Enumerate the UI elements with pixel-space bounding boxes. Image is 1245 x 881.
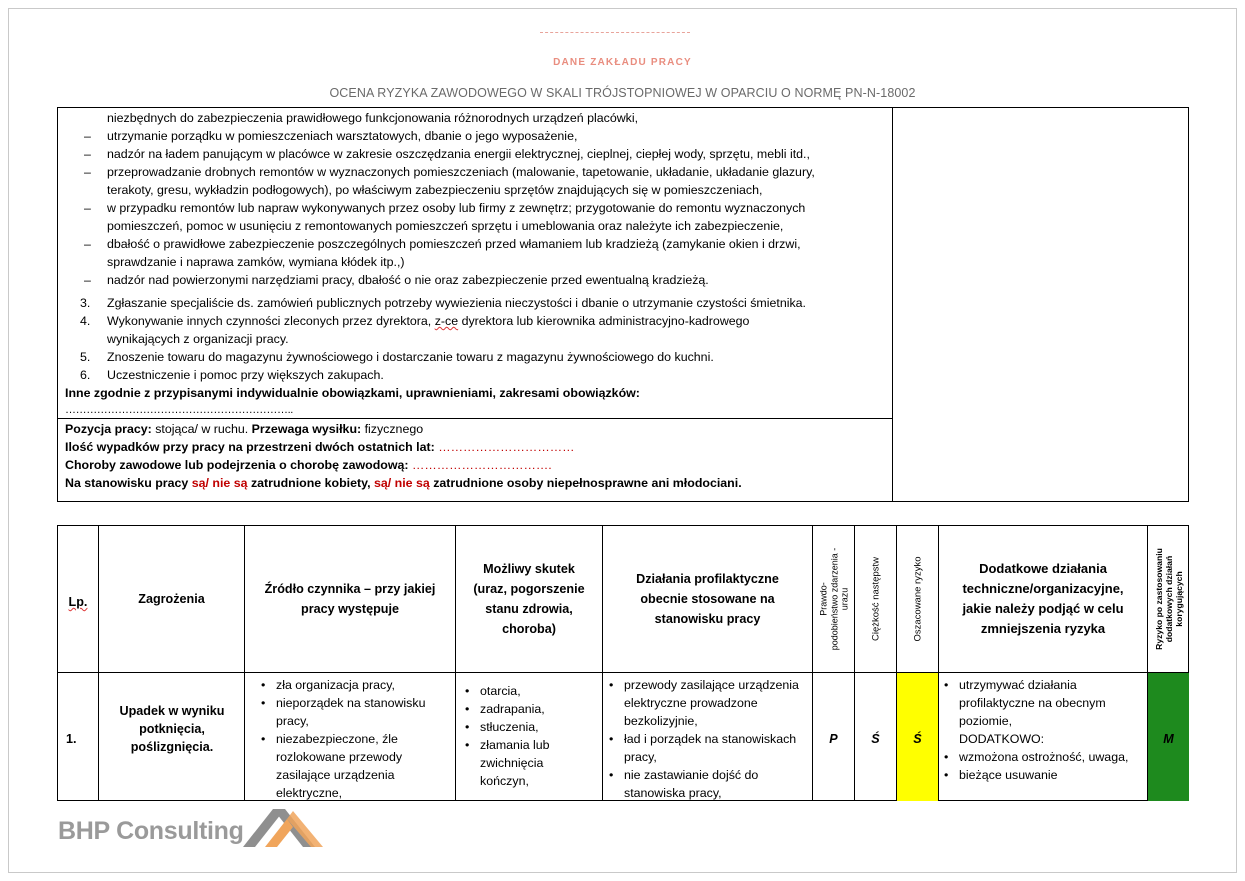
duty-dash-item: przeprowadzanie drobnych remontów w wyznaczonych pomieszczeniach (malowanie, tapetowanie, układanie, układanie glazury,: [107, 165, 815, 179]
dash-bullet: –: [84, 201, 91, 215]
accidents-count: Ilość wypadków przy pracy na przestrzeni dwóch ostatnich lat: ……………………………: [65, 440, 575, 454]
header-lp: Lp.: [68, 595, 88, 609]
logo-mark-icon: [243, 805, 328, 850]
header-effect: Możliwy skutek (uraz, pogorszenie stanu zdrowia, choroba): [473, 562, 585, 636]
duty-dash-item: pomieszczeń, pomoc w usunięciu z remontowanych pomieszczeń sprzętu i umeblowania oraz należyte ich zabezpieczenie,: [107, 219, 784, 233]
list-item: • stłuczenia,: [462, 718, 592, 736]
header-divider: [540, 32, 690, 33]
list-item: • ład i porządek na stanowiskach pracy,: [606, 730, 806, 766]
duty-item-3: Zgłaszanie specjaliście ds. zamówień publicznych potrzeby wywiezienia nieczystości i dbanie o utrzymanie czystości śmietnika.: [107, 296, 806, 310]
duty-dash-item: dbałość o prawidłowe zabezpieczenie poszczególnych pomieszczeń przed włamaniem lub kradzieżą (zamykanie okien i drzwi,: [107, 237, 801, 251]
logo-text: BHP Consulting: [58, 817, 244, 845]
row-number: 1.: [66, 732, 77, 746]
list-item: • nie zastawianie dojść do stanowiska pracy,: [606, 766, 806, 802]
header-hazards: Zagrożenia: [138, 592, 205, 606]
dash-bullet: –: [84, 147, 91, 161]
hazard-name: Upadek w wyniku potknięcia, poślizgnięcia.: [119, 704, 225, 754]
dash-bullet: –: [84, 165, 91, 179]
risk-value: Ś: [913, 732, 922, 746]
duty-dash-item: utrzymanie porządku w pomieszczeniach warsztatowych, dbanie o jego wyposażenie,: [107, 129, 578, 143]
probability-value: P: [829, 732, 838, 746]
list-item: • otarcia,: [462, 682, 592, 700]
duty-dash-item: sprawdzanie i naprawa zamków, wymiana kłódek itp.,): [107, 255, 405, 269]
additional-action: • utrzymywać działania profilaktyczne na obecnym poziomie,: [941, 676, 1145, 730]
duty-number: 6.: [80, 368, 91, 382]
duty-item-6: Uczestniczenie i pomoc przy większych zakupach.: [107, 368, 384, 382]
dash-bullet: –: [84, 237, 91, 251]
additional-action: • wzmożona ostrożność, uwaga,: [941, 748, 1145, 766]
list-item: • złamania lub zwichnięcia kończyn,: [462, 736, 592, 790]
work-position: Pozycja pracy: stojąca/ w ruchu. Przewaga wysiłku: fizycznego: [65, 422, 424, 436]
other-duties-dots: ………………………………………………………..: [65, 404, 293, 416]
list-item: • niezabezpieczone, źle rozlokowane przewody zasilające urządzenia elektryczne,: [258, 730, 450, 802]
list-item: • zła organizacja pracy,: [258, 676, 450, 694]
dash-bullet: –: [84, 273, 91, 287]
other-duties-label: Inne zgodnie z przypisanymi indywidualnie obowiązkami, uprawnieniami, zakresami obowiązków:: [65, 386, 640, 400]
header-source: Źródło czynnika – przy jakiej pracy występuje: [264, 582, 436, 616]
header-prevention: Działania profilaktyczne obecnie stosowane na stanowisku pracy: [636, 572, 779, 626]
duty-item-4-cont: wynikających z organizacji pracy.: [107, 332, 289, 346]
additional-actions-list: [941, 676, 1145, 730]
occupational-diseases: Choroby zawodowe lub podejrzenia o chorobę zawodową: …………………………….: [65, 458, 552, 472]
dash-bullet: –: [84, 129, 91, 143]
duties-box-divider: [892, 108, 893, 501]
duty-dash-item: terakoty, gresu, wykładzin podłogowych), po właściwym zabezpieczeniu sprzętów znajdujących się w pomieszczeniach,: [107, 183, 763, 197]
residual-risk-value: M: [1163, 732, 1174, 746]
duty-dash-item: nadzór nad powierzonymi narzędziami pracy, dbałość o nie oraz zabezpieczenie przed ewentualną kradzieżą.: [107, 273, 709, 287]
prevention-list: [606, 676, 806, 802]
bhp-consulting-logo: [58, 805, 358, 855]
duty-number: 3.: [80, 296, 91, 310]
additional-actions-list-2: [941, 748, 1145, 784]
list-item: • nieporządek na stanowisku pracy,: [258, 694, 450, 730]
duty-item-4: Wykonywanie innych czynności zleconych przez dyrektora, z-ce dyrektora lub kierownika administracyjno-kadrowego: [107, 314, 750, 328]
list-item: • zadrapania,: [462, 700, 592, 718]
header-residual: Ryzyko po zastosowaniu dodatkowych działań korygujących: [1153, 548, 1184, 650]
source-list: [258, 676, 450, 802]
header-probability: Prawdo- podobieństwo zdarzenia - urazu: [817, 547, 849, 651]
employment-info: Na stanowisku pracy są/ nie są zatrudnione kobiety, są/ nie są zatrudnione osoby niepełnosprawne ani młodociani.: [65, 476, 742, 490]
header-additional: Dodatkowe działania techniczne/organizacyjne, jakie należy podjąć w celu zmniejszenia ryzyka: [962, 561, 1124, 636]
document-title: OCENA RYZYKA ZAWODOWEGO W SKALI TRÓJSTOPNIOWEJ W OPARCIU O NORMĘ PN-N-18002: [329, 86, 916, 100]
duties-box: [57, 107, 1189, 502]
duty-number: 4.: [80, 314, 91, 328]
header-risk: Oszacowane ryzyko: [912, 556, 923, 642]
duty-dash-item: nadzór na ładem panującym w placówce w zakresie oszczędzania energii elektrycznej, cieplnej, ciepłej wody, sprzętu, mebli itd.,: [107, 147, 810, 161]
risk-table: [57, 525, 1189, 801]
list-item: • przewody zasilające urządzenia elektryczne prowadzone bezkolizyjnie,: [606, 676, 806, 730]
duty-dash-item: w przypadku remontów lub napraw wykonywanych przez osoby lub firmy z zewnętrz; przygotowanie do remontu wyznaczonych: [107, 201, 806, 215]
duty-item-5: Znoszenie towaru do magazynu żywnościowego i dostarczanie towaru z magazynu żywnościowego do kuchni.: [107, 350, 714, 364]
duty-continuation: niezbędnych do zabezpieczenia prawidłowego funkcjonowania różnorodnych urządzeń placówki,: [107, 111, 639, 125]
effects-list: [462, 682, 592, 790]
duty-number: 5.: [80, 350, 91, 364]
severity-value: Ś: [871, 732, 880, 746]
header-row-divider: [58, 672, 1188, 673]
additional-extra-label: DODATKOWO:: [959, 732, 1045, 746]
additional-action: • bieżące usuwanie: [941, 766, 1145, 784]
header-severity: Ciężkość następstw: [870, 557, 881, 641]
company-placeholder: DANE ZAKŁADU PRACY: [553, 57, 692, 68]
